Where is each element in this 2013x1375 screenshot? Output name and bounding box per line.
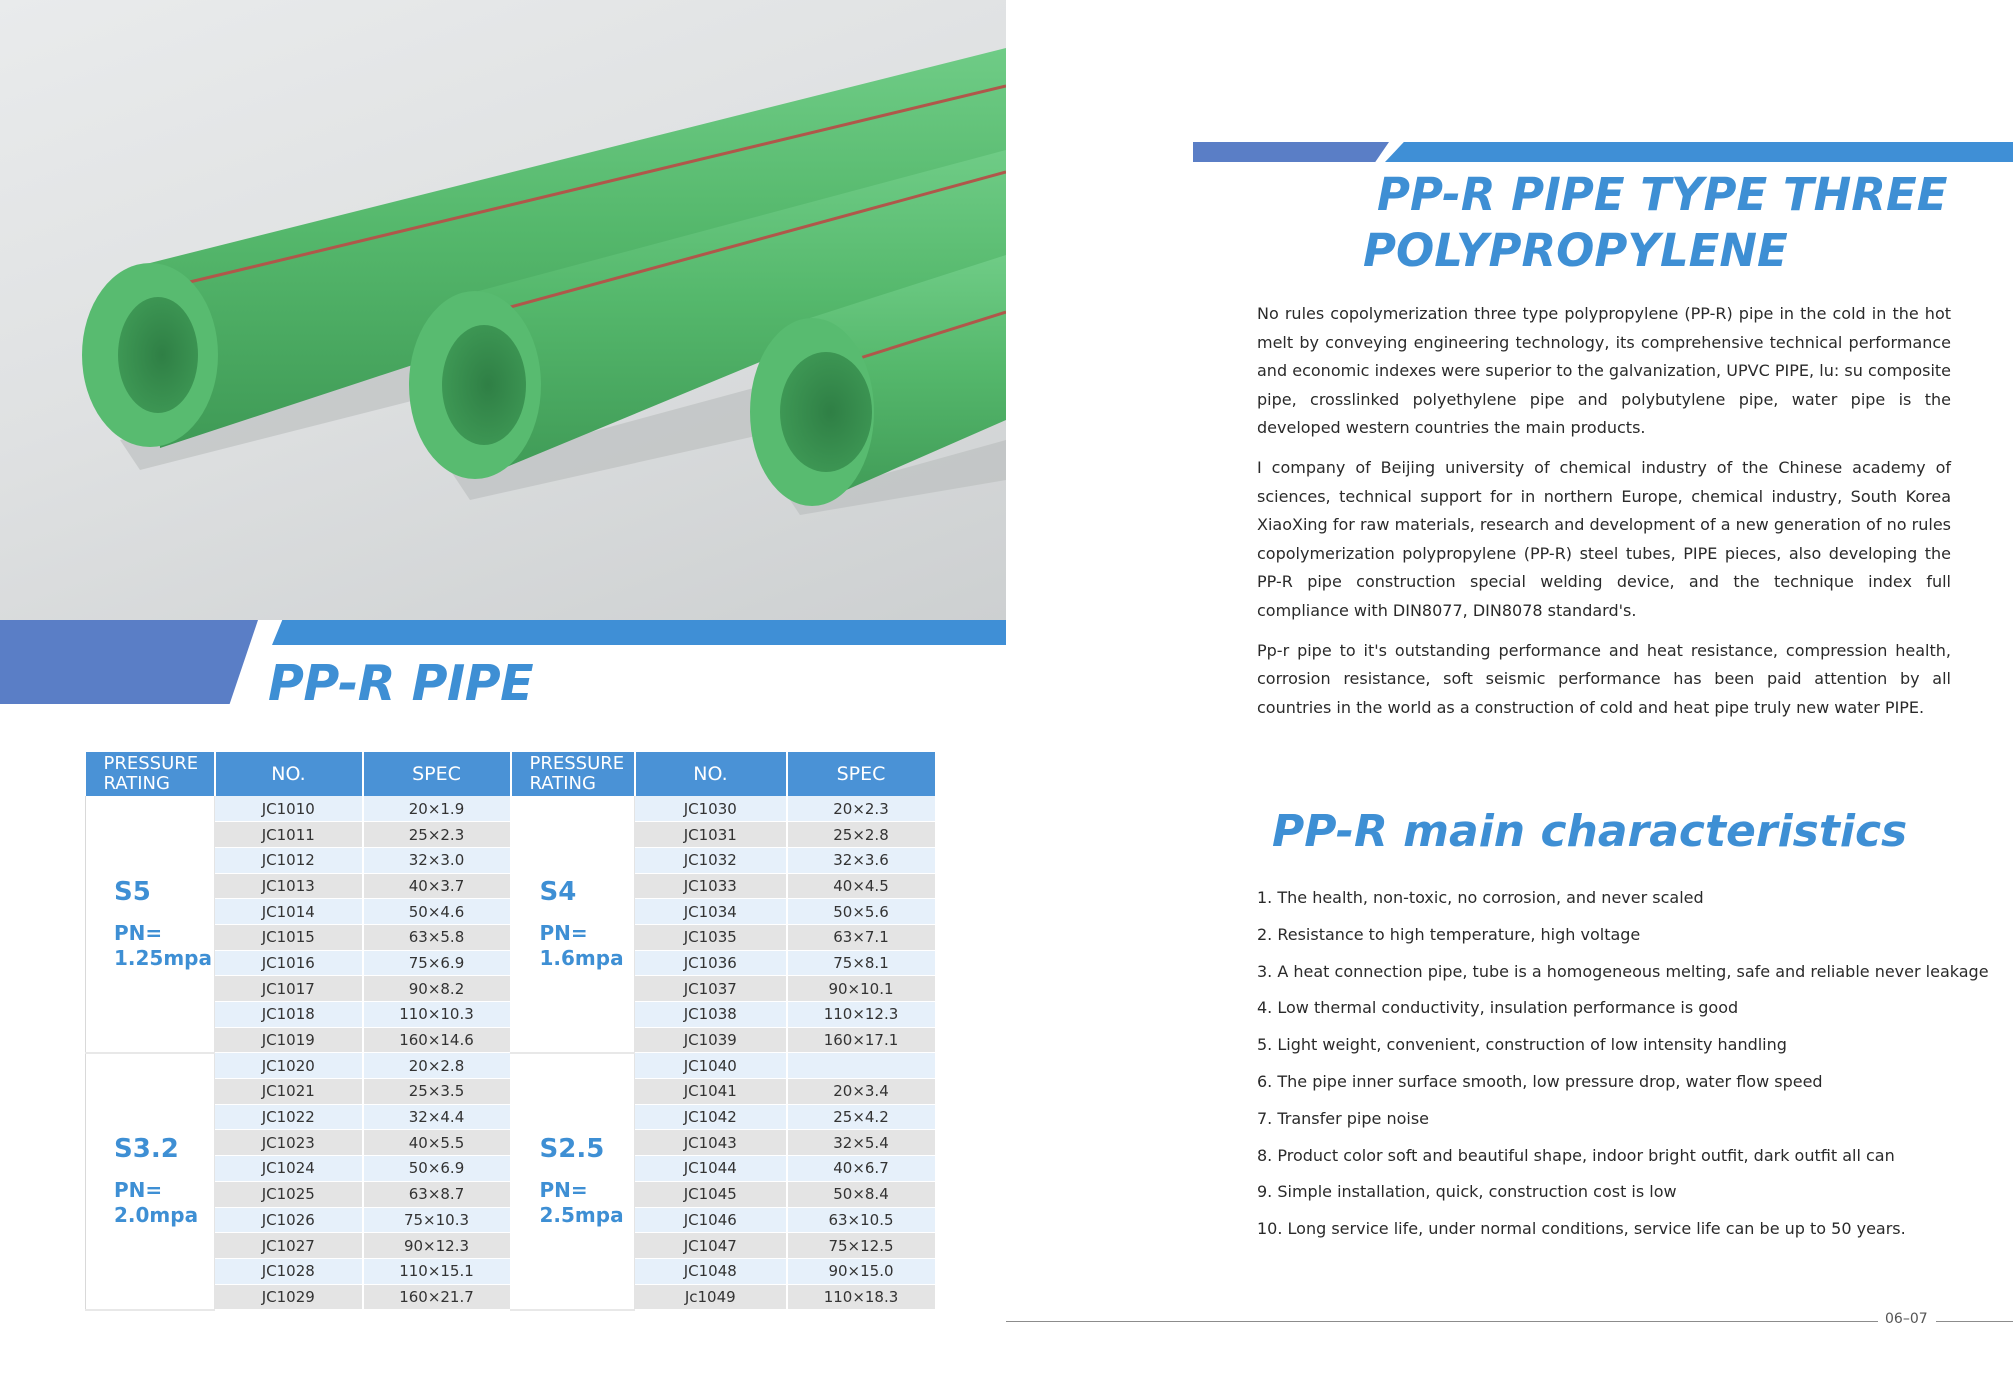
table-row — [86, 1053, 936, 1079]
product-number: JC1013 — [215, 873, 363, 899]
product-spec: 25×2.3 — [363, 822, 511, 848]
product-spec — [787, 1053, 936, 1079]
product-spec: 32×3.0 — [363, 847, 511, 873]
product-spec: 110×12.3 — [787, 1002, 936, 1028]
product-number: JC1023 — [215, 1130, 363, 1156]
product-spec: 32×5.4 — [787, 1130, 936, 1156]
product-number: JC1017 — [215, 976, 363, 1002]
product-number: JC1044 — [635, 1156, 787, 1182]
pressure-value: 1.25mpa — [114, 945, 212, 970]
series-label: S2.5 — [539, 1134, 605, 1165]
product-number: JC1012 — [215, 847, 363, 873]
product-spec: 32×3.6 — [787, 847, 936, 873]
product-spec: 90×12.3 — [363, 1233, 511, 1259]
product-spec: 75×6.9 — [363, 950, 511, 976]
pressure-value: 1.6mpa — [539, 945, 624, 970]
list-item: 7. Transfer pipe noise — [1257, 1108, 1430, 1128]
product-number: JC1016 — [215, 950, 363, 976]
product-spec: 40×4.5 — [787, 873, 936, 899]
product-number: JC1014 — [215, 899, 363, 925]
product-spec: 25×3.5 — [363, 1079, 511, 1105]
product-number: JC1038 — [635, 1002, 787, 1028]
pp-r-pipe-title: PP-R PIPE — [268, 655, 534, 712]
product-number: JC1034 — [635, 899, 787, 925]
series-label: S3.2 — [114, 1134, 179, 1165]
product-number: JC1026 — [215, 1207, 363, 1233]
pn-label: PN= — [539, 920, 588, 945]
list-item: 9. Simple installation, quick, construction cost is low — [1257, 1182, 1677, 1202]
table-row — [86, 796, 936, 822]
right-accent-band — [1193, 142, 1389, 162]
intro-paragraph: No rules copolymerization three type polypropylene (PP-R) pipe in the cold in the hot melt by conveying engineering technology, its comprehensive technical performance and economic indexes were superior to the galvanization, UPVC PIPE, lu: su composite pipe, crosslinked polyethylene pipe and polybutylene pipe, water pipe is the developed western countries the main products. — [1257, 304, 1951, 438]
product-number: JC1040 — [635, 1053, 787, 1079]
product-number: JC1027 — [215, 1233, 363, 1259]
main-title-line1: PP-R PIPE TYPE THREE — [1377, 168, 1948, 221]
product-number: JC1025 — [215, 1181, 363, 1207]
footer-divider — [1936, 1321, 2013, 1322]
product-spec: 50×8.4 — [787, 1181, 936, 1207]
header-no: NO. — [215, 752, 363, 796]
pressure-group — [511, 1053, 635, 1310]
product-number: JC1036 — [635, 950, 787, 976]
product-spec: 75×10.3 — [363, 1207, 511, 1233]
product-spec: 160×14.6 — [363, 1027, 511, 1053]
product-number: JC1043 — [635, 1130, 787, 1156]
product-spec: 20×2.3 — [787, 796, 936, 822]
series-label: S5 — [114, 876, 151, 907]
product-spec: 50×5.6 — [787, 899, 936, 925]
product-spec: 20×1.9 — [363, 796, 511, 822]
product-number: JC1045 — [635, 1181, 787, 1207]
product-spec: 75×8.1 — [787, 950, 936, 976]
product-spec: 25×2.8 — [787, 822, 936, 848]
product-spec: 90×15.0 — [787, 1258, 936, 1284]
list-item: 2. Resistance to high temperature, high voltage — [1257, 924, 1641, 944]
product-spec: 50×4.6 — [363, 899, 511, 925]
intro-paragraph: Pp-r pipe to it's outstanding performance and heat resistance, compression health, corrosion resistance, soft seismic performance has been paid attention by all countries in the world as a construction of cold and heat pipe truly new water PIPE. — [1257, 640, 1951, 717]
green-pipes-photo — [0, 0, 1006, 620]
product-number: JC1031 — [635, 822, 787, 848]
product-spec: 50×6.9 — [363, 1156, 511, 1182]
header-spec: SPEC — [363, 752, 511, 796]
product-spec: 40×5.5 — [363, 1130, 511, 1156]
product-spec: 110×10.3 — [363, 1002, 511, 1028]
product-spec: 75×12.5 — [787, 1233, 936, 1259]
list-item: 1. The health, non-toxic, no corrosion, and never scaled — [1257, 888, 1704, 907]
product-number: JC1010 — [215, 796, 363, 822]
product-number: JC1048 — [635, 1258, 787, 1284]
table-header-row — [86, 752, 936, 796]
list-item: 8. Product color soft and beautiful shape, indoor bright outfit, dark outfit all can — [1257, 1145, 1895, 1165]
pressure-value: 2.5mpa — [539, 1203, 624, 1228]
product-number: JC1019 — [215, 1027, 363, 1053]
main-title-line2: POLYPROPYLENE — [1363, 224, 1788, 277]
header-pressure-rating: PRESSURE RATING — [511, 752, 635, 796]
product-spec: 32×4.4 — [363, 1104, 511, 1130]
left-title-bar — [272, 620, 1006, 645]
header-spec: SPEC — [787, 752, 936, 796]
product-number: JC1020 — [215, 1053, 363, 1079]
list-item: 6. The pipe inner surface smooth, low pressure drop, water flow speed — [1257, 1071, 1823, 1091]
pressure-value: 2.0mpa — [114, 1203, 199, 1228]
product-spec: 20×2.8 — [363, 1053, 511, 1079]
product-spec: 63×7.1 — [787, 924, 936, 950]
list-item: 4. Low thermal conductivity, insulation performance is good — [1257, 998, 1739, 1018]
product-spec: 63×8.7 — [363, 1181, 511, 1207]
footer-divider — [1006, 1321, 1878, 1322]
header-pressure-rating: PRESSURE RATING — [86, 752, 215, 796]
pn-label: PN= — [114, 1178, 163, 1203]
product-spec: 40×6.7 — [787, 1156, 936, 1182]
product-spec: 110×18.3 — [787, 1284, 936, 1310]
product-number: JC1018 — [215, 1002, 363, 1028]
page-number: 06–07 — [1885, 1311, 1928, 1327]
product-number: JC1029 — [215, 1284, 363, 1310]
product-spec: 63×5.8 — [363, 924, 511, 950]
product-spec: 90×10.1 — [787, 976, 936, 1002]
product-number: JC1033 — [635, 873, 787, 899]
product-number: JC1024 — [215, 1156, 363, 1182]
product-spec: 40×3.7 — [363, 873, 511, 899]
product-number: JC1030 — [635, 796, 787, 822]
left-accent-band — [0, 620, 258, 704]
characteristics-list — [1257, 883, 1989, 1251]
product-spec: 25×4.2 — [787, 1104, 936, 1130]
product-number: JC1047 — [635, 1233, 787, 1259]
product-number: JC1028 — [215, 1258, 363, 1284]
product-spec: 90×8.2 — [363, 976, 511, 1002]
spec-table — [85, 752, 937, 1311]
product-spec: 110×15.1 — [363, 1258, 511, 1284]
right-title-bar — [1385, 142, 2013, 162]
pressure-group — [86, 796, 215, 1053]
pn-label: PN= — [539, 1178, 588, 1203]
pressure-group — [511, 796, 635, 1053]
list-item: 5. Light weight, convenient, construction of low intensity handling — [1257, 1035, 1787, 1055]
product-number: JC1011 — [215, 822, 363, 848]
list-item: 10. Long service life, under normal conditions, service life can be up to 50 years. — [1257, 1219, 1906, 1239]
product-number: JC1042 — [635, 1104, 787, 1130]
intro-text — [1257, 300, 1951, 733]
product-spec: 160×17.1 — [787, 1027, 936, 1053]
product-number: JC1032 — [635, 847, 787, 873]
product-number: JC1039 — [635, 1027, 787, 1053]
product-number: JC1022 — [215, 1104, 363, 1130]
list-item: 3. A heat connection pipe, tube is a homogeneous melting, safe and reliable never leakage — [1257, 961, 1989, 981]
product-number: Jc1049 — [635, 1284, 787, 1310]
product-spec: 160×21.7 — [363, 1284, 511, 1310]
intro-paragraph: I company of Beijing university of chemical industry of the Chinese academy of sciences, technical support for in northern Europe, chemical industry, South Korea XiaoXing for raw materials, research and development of a new generation of no rules copolymerization polypropylene (PP-R) steel tubes, PIPE pieces, also developing the PP-R pipe construction special welding device, and the technique index full compliance with DIN8077, DIN8078 standard's. — [1257, 457, 1951, 620]
pressure-group — [86, 1053, 215, 1310]
pn-label: PN= — [114, 920, 163, 945]
product-number: JC1021 — [215, 1079, 363, 1105]
product-spec: 20×3.4 — [787, 1079, 936, 1105]
product-number: JC1046 — [635, 1207, 787, 1233]
header-no: NO. — [635, 752, 787, 796]
characteristics-title: PP-R main characteristics — [1272, 806, 1908, 857]
pipes-illustration — [0, 0, 1006, 620]
product-spec: 63×10.5 — [787, 1207, 936, 1233]
series-label: S4 — [539, 876, 577, 907]
product-number: JC1015 — [215, 924, 363, 950]
product-number: JC1041 — [635, 1079, 787, 1105]
product-number: JC1037 — [635, 976, 787, 1002]
product-number: JC1035 — [635, 924, 787, 950]
